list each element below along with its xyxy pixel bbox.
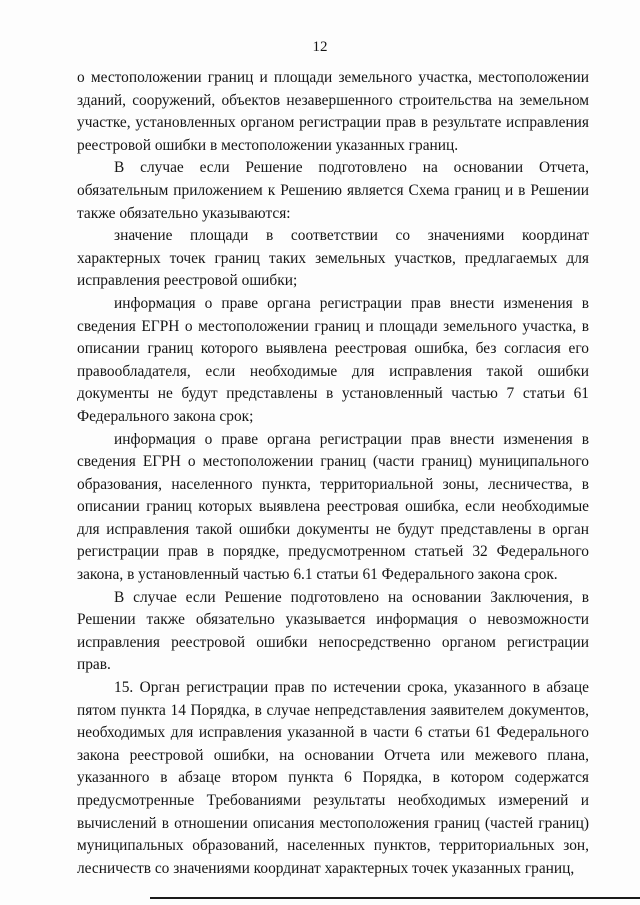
paragraph-municipal-right: информация о праве органа регистрации прав внести изменения в сведения ЕГРН о местоположении границ (части границ) муниципального образования, населенного пункта, территориальной зоны, лесничества, в описании границ которых выявлена реестровая ошибка, если необходимые для исправления такой ошибки документы не будут представлены в орган регистрации прав в порядке, предусмотренном статьей 32 Федерального закона, в установленный частью 6.1 статьи 61 Федерального закона срок. [77, 430, 589, 584]
paragraph-land-plot-right: информация о праве органа регистрации прав внести изменения в сведения ЕГРН о местоположении границ и площади земельного участка, в описании границ которого выявлена реестровая ошибка, без согласия его правообладателя, если необходимые для исправления такой ошибки документы не будут представлены в установленный частью 7 статьи 61 Федерального закона срок; [77, 294, 589, 425]
paragraph-area-value: значение площади в соответствии со значениями координат характерных точек границ таких земельных участков, предлагаемых для исправления реестровой ошибки; [77, 227, 589, 290]
document-body [77, 67, 589, 880]
paragraph-report-case: В случае если Решение подготовлено на основании Отчета, обязательным приложением к Решению является Схема границ и в Решении также обязательно указываются: [77, 159, 589, 222]
page-number: 12 [312, 39, 328, 55]
paragraph-item-15: 15. Орган регистрации прав по истечении срока, указанного в абзаце пятом пункта 14 Порядка, в случае непредставления заявителем документов, необходимых для исправления указанной в части 6 статьи 61 Федерального закона реестровой ошибки, на основании Отчета или межевого плана, указанного в абзаце втором пункта 6 Порядка, в котором содержатся предусмотренные Требованиями результаты необходимых измерений и вычислений в отношении описания местоположения границ (частей границ) муниципальных образований, населенных пунктов, территориальных зон, лесничеств со значениями координат характерных точек указанных границ, [77, 679, 589, 877]
paragraph-conclusion-case: В случае если Решение подготовлено на основании Заключения, в Решении также обязательно указывается информация о невозможности исправления реестровой ошибки непосредственно органом регистрации прав. [77, 588, 589, 674]
scan-edge-line [150, 897, 640, 899]
paragraph-continuation: о местоположении границ и площади земельного участка, местоположении зданий, сооружений, объектов незавершенного строительства на земельном участке, установленных органом регистрации прав в результате исправления реестровой ошибки в местоположении указанных границ. [77, 69, 589, 154]
